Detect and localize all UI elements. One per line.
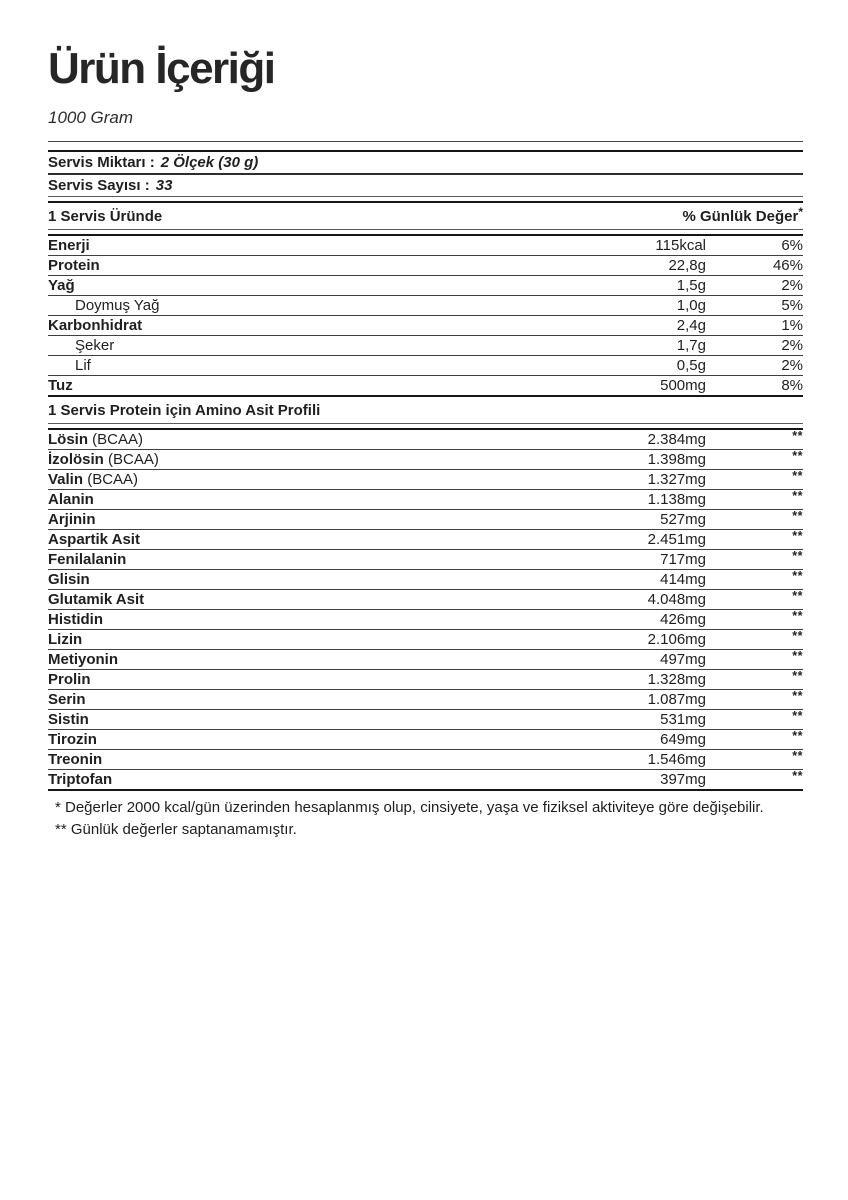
serving-count-label: Servis Sayısı : <box>48 177 150 195</box>
nutrient-row-enerji: Enerji 115kcal 6% <box>48 237 803 255</box>
amino-row-triptofan: Triptofan 397mg ** <box>48 769 803 789</box>
page-title: Ürün İçeriği <box>48 44 275 93</box>
amino-row-glisin: Glisin 414mg ** <box>48 569 803 589</box>
net-weight: 1000 Gram <box>48 108 134 128</box>
amino-profile-heading: 1 Servis Protein için Amino Asit Profili <box>48 402 321 420</box>
footnote-not-established: ** Günlük değerler saptanamamıştır. <box>55 821 297 839</box>
nutrition-facts-table <box>48 141 803 841</box>
section-divider <box>48 423 803 430</box>
nutrient-row-lif: Lif 0,5g 2% <box>48 356 803 376</box>
footnote-divider <box>48 789 803 791</box>
amino-row-aspartik-asit: Aspartik Asit 2.451mg ** <box>48 529 803 549</box>
serving-size-row <box>48 152 803 175</box>
nutrient-row-doymuş-yağ: Doymuş Yağ 1,0g 5% <box>48 296 803 316</box>
footnote-daily-values: * Değerler 2000 kcal/gün üzerinden hesaplanmış olup, cinsiyete, yaşa ve fiziksel aktiviteye göre değişebilir. <box>55 799 764 817</box>
amino-row-tirozin: Tirozin 649mg ** <box>48 729 803 749</box>
serving-size-label: Servis Miktarı : <box>48 154 155 172</box>
footnotes <box>48 798 803 841</box>
nutrient-row-yağ: Yağ 1,5g 2% <box>48 277 803 295</box>
serving-count-value: 33 <box>155 177 173 195</box>
amino-row-prolin: Prolin 1.328mg ** <box>48 669 803 689</box>
amino-acid-rows <box>48 430 803 789</box>
amino-header-row <box>48 397 803 423</box>
section-divider <box>48 229 803 236</box>
amino-row-i̇zolösin: İzolösin (BCAA) 1.398mg ** <box>48 449 803 469</box>
nutrient-rows <box>48 236 803 395</box>
amino-row-lizin: Lizin 2.106mg ** <box>48 629 803 649</box>
amino-row-histidin: Histidin 426mg ** <box>48 609 803 629</box>
amino-row-fenilalanin: Fenilalanin 717mg ** <box>48 549 803 569</box>
amino-row-alanin: Alanin 1.138mg ** <box>48 489 803 509</box>
top-divider <box>48 141 803 152</box>
asterisk-marker: * <box>798 205 803 220</box>
per-serving-heading: 1 Servis Üründe <box>48 208 163 226</box>
nutrient-row-protein: Protein 22,8g 46% <box>48 257 803 275</box>
serving-count-row <box>48 175 803 196</box>
amino-row-valin: Valin (BCAA) 1.327mg ** <box>48 469 803 489</box>
amino-row-metiyonin: Metiyonin 497mg ** <box>48 649 803 669</box>
amino-row-glutamik-asit: Glutamik Asit 4.048mg ** <box>48 589 803 609</box>
amino-row-serin: Serin 1.087mg ** <box>48 689 803 709</box>
daily-value-heading: % Günlük Değer* <box>682 205 803 226</box>
nutrient-row-karbonhidrat: Karbonhidrat 2,4g 1% <box>48 317 803 335</box>
nutrition-header-row <box>48 203 803 229</box>
nutrient-row-tuz: Tuz 500mg 8% <box>48 377 803 395</box>
amino-row-arjinin: Arjinin 527mg ** <box>48 509 803 529</box>
nutrient-row-şeker: Şeker 1,7g 2% <box>48 336 803 356</box>
serving-size-value: 2 Ölçek (30 g) <box>160 154 259 172</box>
amino-row-sistin: Sistin 531mg ** <box>48 709 803 729</box>
amino-row-treonin: Treonin 1.546mg ** <box>48 749 803 769</box>
section-divider <box>48 196 803 203</box>
amino-row-lösin: Lösin (BCAA) 2.384mg ** <box>48 429 803 449</box>
